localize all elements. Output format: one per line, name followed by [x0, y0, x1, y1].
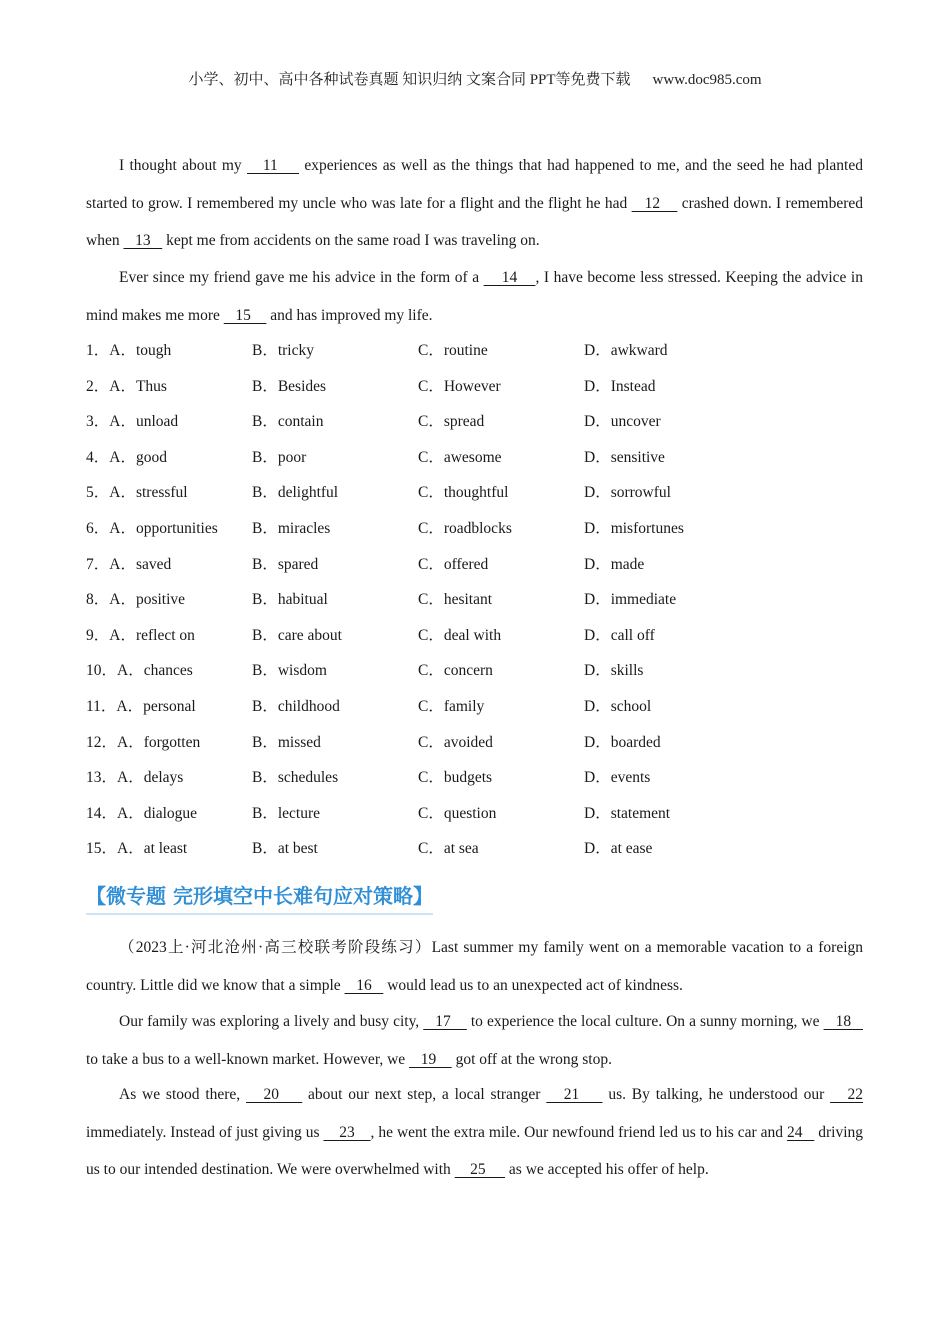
- blank-20[interactable]: 20: [246, 1086, 303, 1103]
- option-a[interactable]: 3．A．unload: [86, 413, 179, 431]
- option-a[interactable]: 11．A．personal: [86, 697, 196, 715]
- option-row-1: [86, 333, 863, 369]
- option-a[interactable]: 10．A．chances: [86, 662, 193, 680]
- option-row-10: [86, 653, 863, 689]
- option-c[interactable]: C．roadblocks: [418, 519, 512, 537]
- option-b[interactable]: B．tricky: [252, 342, 314, 359]
- option-d[interactable]: D．awkward: [584, 342, 668, 359]
- option-d[interactable]: D．made: [584, 555, 645, 573]
- option-row-12: [86, 725, 863, 761]
- option-c[interactable]: C．routine: [418, 342, 488, 359]
- blank-25[interactable]: 25: [454, 1161, 506, 1178]
- option-a[interactable]: 4．A．good: [86, 448, 167, 466]
- blank-21[interactable]: 21: [546, 1086, 603, 1103]
- option-b[interactable]: B．miracles: [252, 519, 331, 537]
- option-d[interactable]: D．immediate: [584, 591, 677, 609]
- option-row-5: [86, 475, 863, 511]
- option-b[interactable]: B．missed: [252, 733, 321, 751]
- option-b[interactable]: B．childhood: [252, 697, 340, 715]
- option-row-15: [86, 831, 863, 867]
- option-d[interactable]: D．uncover: [584, 413, 661, 431]
- option-b[interactable]: B．poor: [252, 448, 307, 466]
- option-a[interactable]: 9．A．reflect on: [86, 626, 195, 644]
- option-d[interactable]: D．call off: [584, 626, 655, 644]
- passage1-paragraph-2: Ever since my friend gave me his advice in the form of a 14 , I have become less stressed. Keeping the advice in mind makes me more 15 and has improved my life.: [86, 269, 863, 324]
- blank-16[interactable]: 16: [344, 976, 384, 994]
- option-a[interactable]: 13．A．delays: [86, 769, 184, 787]
- option-c[interactable]: C．However: [418, 377, 501, 395]
- option-c[interactable]: C．spread: [418, 413, 485, 431]
- passage2-paragraph-1: （2023上·河北沧州·高三校联考阶段练习）Last summer my family went on a memorable vacation to a foreign country. Little did we know that a simple 16 would lead us to an unexpected act of kindness.: [86, 939, 863, 994]
- option-row-13: [86, 760, 863, 796]
- option-row-11: [86, 689, 863, 725]
- option-d[interactable]: D．statement: [584, 804, 671, 822]
- option-a[interactable]: 6．A．opportunities: [86, 519, 218, 537]
- option-c[interactable]: C．hesitant: [418, 591, 493, 609]
- option-a[interactable]: 1．A．tough: [86, 342, 172, 359]
- section-title: 【微专题 完形填空中长难句应对策略】: [86, 880, 433, 915]
- option-b[interactable]: B．Besides: [252, 377, 327, 395]
- blank-17[interactable]: 17: [423, 1013, 467, 1030]
- blank-12[interactable]: 12: [631, 194, 678, 212]
- option-d[interactable]: D．sorrowful: [584, 484, 671, 502]
- option-row-3: [86, 404, 863, 440]
- options-list: [86, 333, 863, 867]
- option-row-9: [86, 618, 863, 654]
- blank-14[interactable]: 14: [483, 269, 536, 286]
- option-a[interactable]: 5．A．stressful: [86, 484, 188, 502]
- passage2-paragraph-2: Our family was exploring a lively and busy city, 17 to experience the local culture. On a sunny morning, we 18 to take a bus to a well-known market. However, we 19 got off at the wrong stop.: [86, 1013, 864, 1068]
- option-c[interactable]: C．offered: [418, 555, 489, 573]
- header-url[interactable]: www.doc985.com: [652, 72, 762, 88]
- option-a[interactable]: 7．A．saved: [86, 555, 172, 573]
- option-b[interactable]: B．contain: [252, 413, 324, 431]
- passage2-paragraph-3: As we stood there, 20 about our next step, a local stranger 21 us. By talking, he understood our 22 immediately. Instead of just giving us 23 , he went the extra mile. Our newfound friend led us to his car and 24 driving us to our intended destination. We were overwhelmed with 25 as we accepted his offer of help.: [86, 1086, 864, 1178]
- header-text: 小学、初中、高中各种试卷真题 知识归纳 文案合同 PPT等免费下载: [188, 72, 631, 88]
- blank-22[interactable]: 22: [830, 1086, 864, 1103]
- blank-19[interactable]: 19: [409, 1050, 452, 1068]
- option-b[interactable]: B．schedules: [252, 769, 339, 787]
- option-d[interactable]: D．boarded: [584, 733, 661, 751]
- option-c[interactable]: C．avoided: [418, 733, 493, 751]
- option-row-2: [86, 369, 863, 405]
- option-c[interactable]: C．deal with: [418, 626, 502, 644]
- option-row-7: [86, 547, 863, 583]
- blank-23[interactable]: 23: [323, 1123, 371, 1141]
- option-d[interactable]: D．school: [584, 697, 652, 715]
- option-c[interactable]: C．family: [418, 697, 485, 715]
- option-d[interactable]: D．misfortunes: [584, 519, 684, 537]
- option-a[interactable]: 12．A．forgotten: [86, 733, 201, 751]
- blank-13[interactable]: 13: [123, 232, 163, 249]
- blank-24[interactable]: 24: [786, 1123, 815, 1141]
- option-d[interactable]: D．events: [584, 769, 651, 787]
- option-a[interactable]: 8．A．positive: [86, 591, 186, 609]
- passage1-paragraph-1: I thought about my 11 experiences as well as the things that had happened to me, and the seed he had planted started to grow. I remembered my uncle who was late for a flight and the flight he had 12 crashed down. I remembered when 13 kept me from accidents on the same road I was traveling on.: [86, 157, 863, 249]
- option-d[interactable]: D．at ease: [584, 840, 653, 858]
- option-c[interactable]: C．budgets: [418, 769, 493, 787]
- option-a[interactable]: 14．A．dialogue: [86, 804, 198, 822]
- option-d[interactable]: D．Instead: [584, 377, 656, 395]
- option-b[interactable]: B．spared: [252, 555, 319, 573]
- page-header: [0, 68, 950, 89]
- option-b[interactable]: B．at best: [252, 840, 318, 858]
- option-c[interactable]: C．question: [418, 804, 497, 822]
- option-row-6: [86, 511, 863, 547]
- option-d[interactable]: D．sensitive: [584, 448, 665, 466]
- option-b[interactable]: B．habitual: [252, 591, 328, 609]
- option-c[interactable]: C．concern: [418, 662, 493, 680]
- option-b[interactable]: B．care about: [252, 626, 342, 644]
- option-c[interactable]: C．at sea: [418, 840, 479, 858]
- option-b[interactable]: B．lecture: [252, 804, 321, 822]
- option-row-4: [86, 440, 863, 476]
- blank-18[interactable]: 18: [823, 1013, 864, 1030]
- blank-11[interactable]: 11: [246, 157, 300, 174]
- option-row-14: [86, 796, 863, 832]
- option-a[interactable]: 15．A．at least: [86, 840, 188, 858]
- option-b[interactable]: B．wisdom: [252, 662, 327, 680]
- option-a[interactable]: 2．A．Thus: [86, 377, 167, 395]
- option-c[interactable]: C．awesome: [418, 448, 502, 466]
- blank-15[interactable]: 15: [223, 306, 267, 324]
- option-d[interactable]: D．skills: [584, 662, 644, 680]
- option-b[interactable]: B．delightful: [252, 484, 339, 502]
- option-c[interactable]: C．thoughtful: [418, 484, 509, 502]
- option-row-8: [86, 582, 863, 618]
